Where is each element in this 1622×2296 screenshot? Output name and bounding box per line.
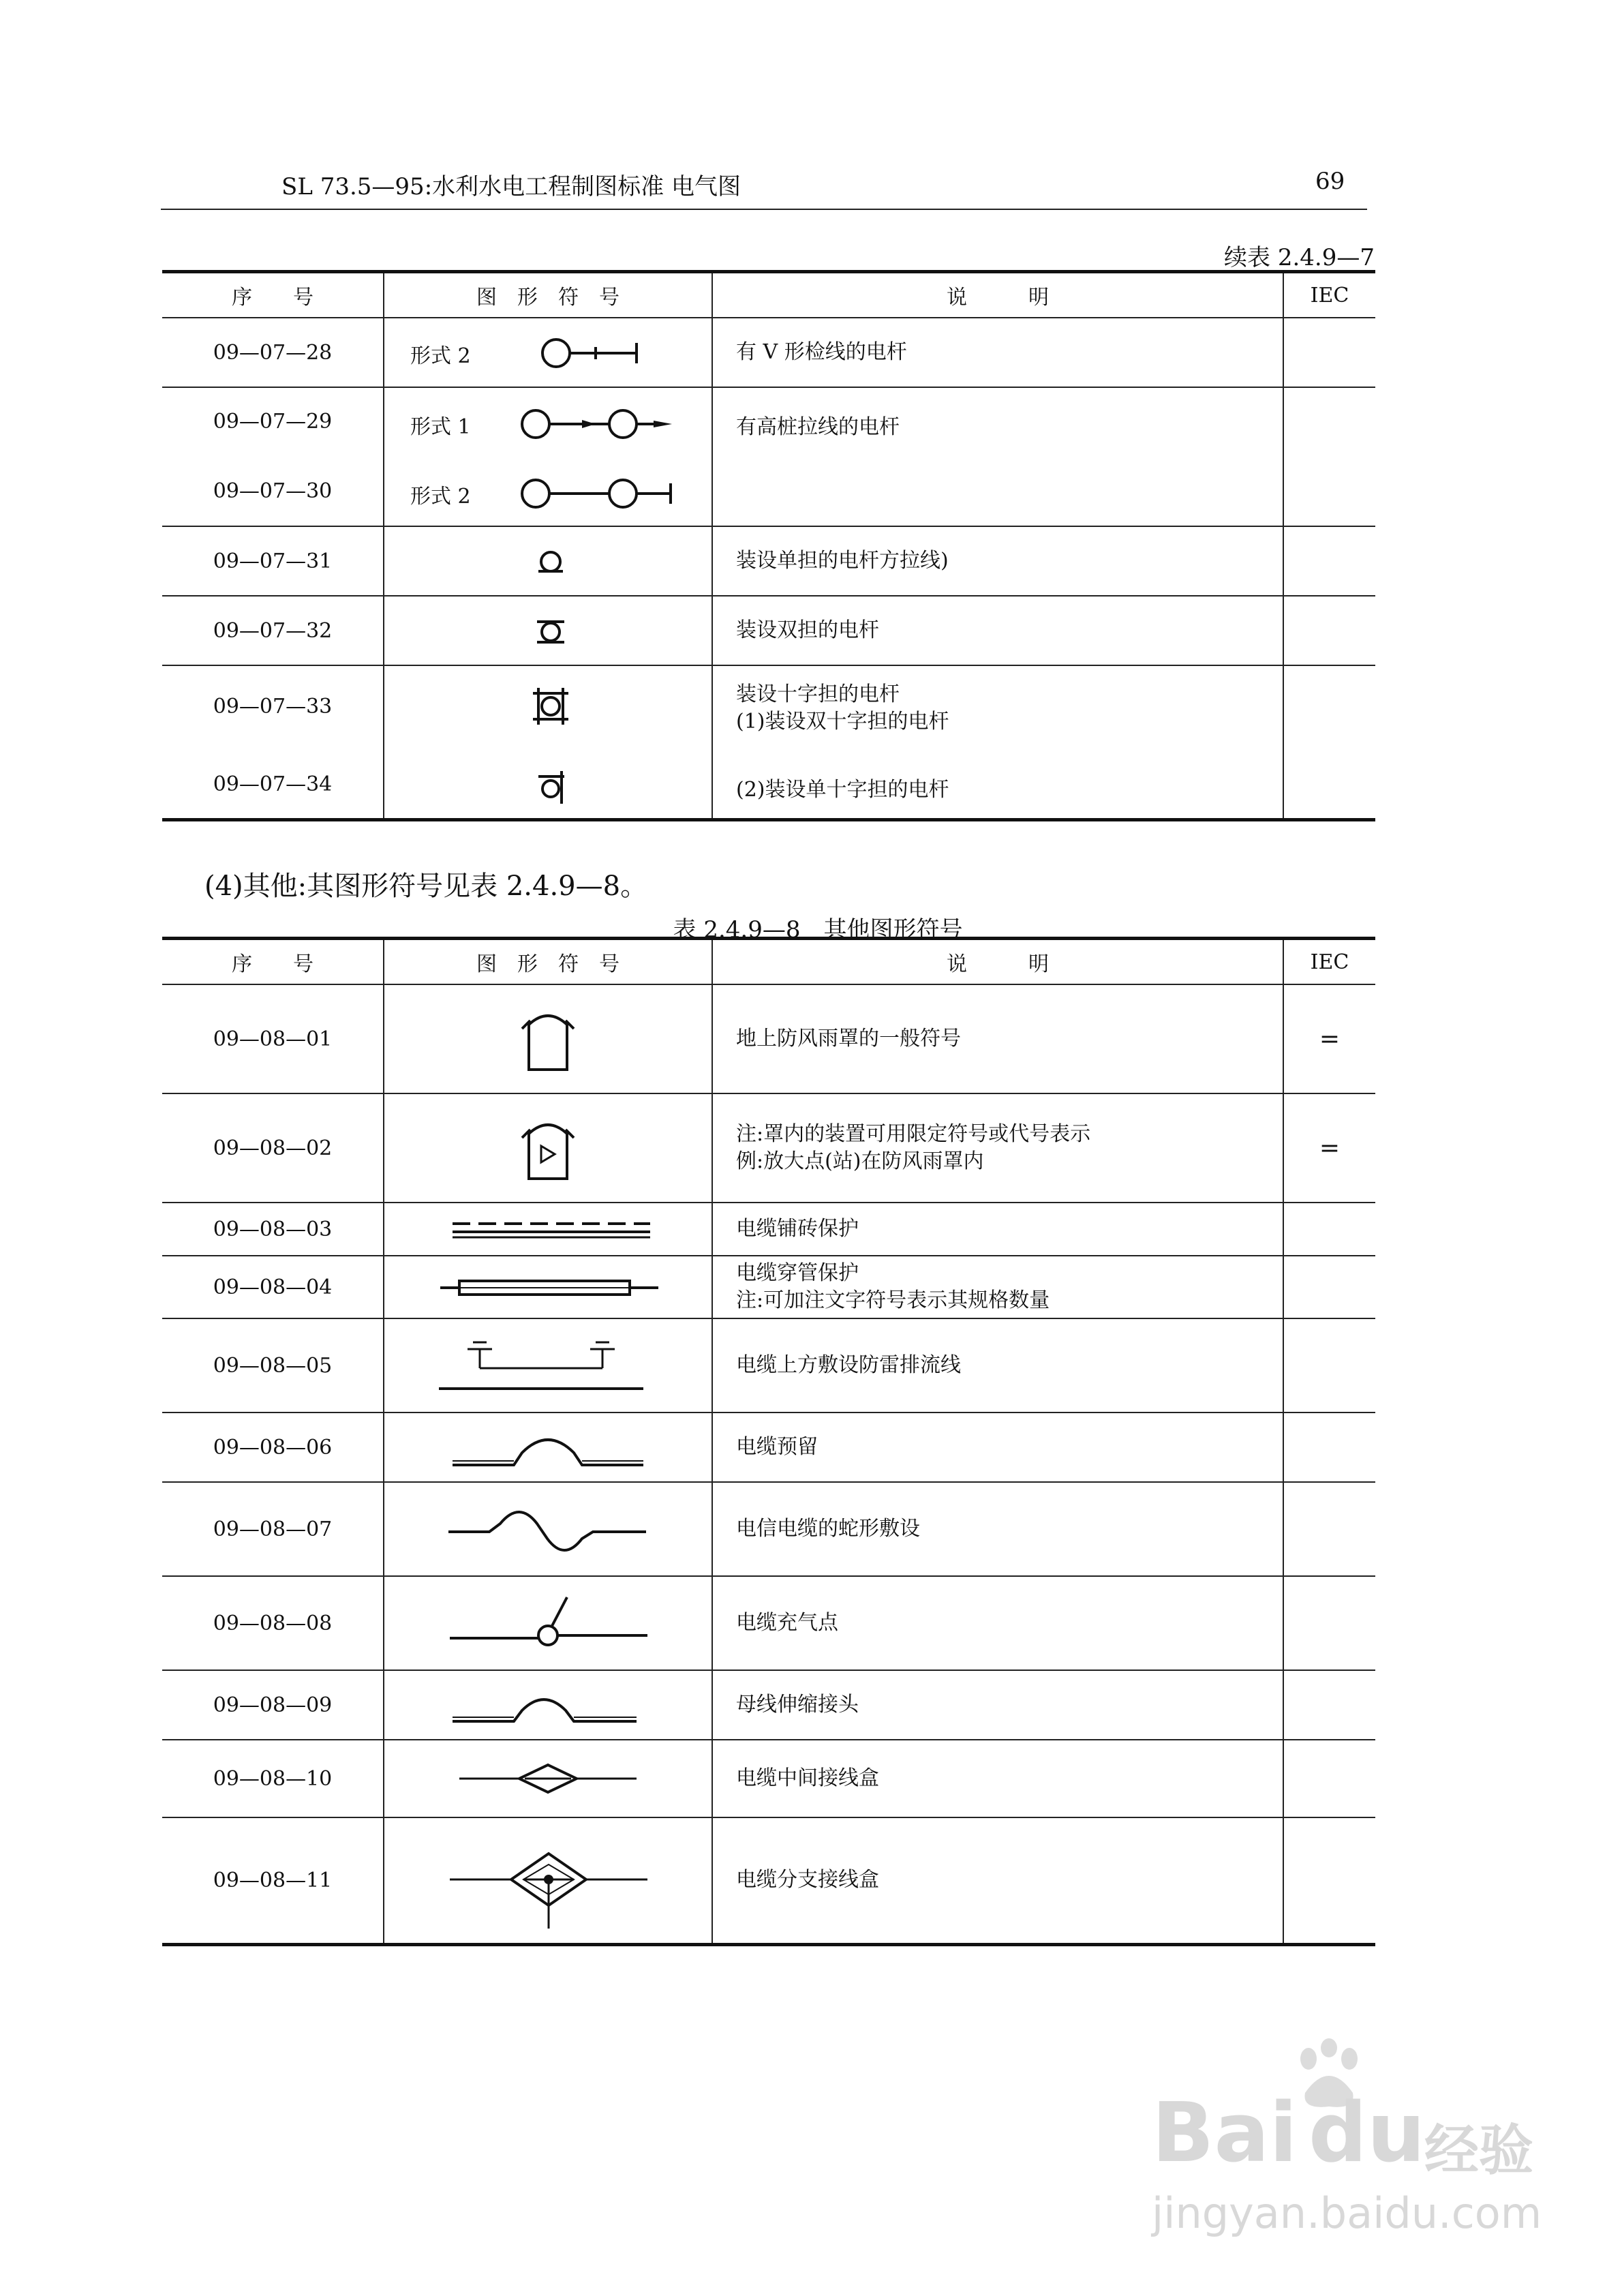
row-number: 09—07—33 [213, 695, 333, 719]
description: 电缆分支接线盒 [712, 1817, 1283, 1944]
pole-high-stake-guy-symbol-form1 [521, 407, 677, 441]
row-number: 09—07—34 [213, 772, 333, 796]
watermark-brand-cn: 经验 [1424, 2119, 1533, 2182]
row-number: 09—08—09 [162, 1670, 384, 1740]
form-label: 形式 2 [410, 344, 471, 368]
col-header-no: 序 号 [162, 272, 384, 318]
description [712, 1093, 1283, 1203]
iec-mark [1283, 1576, 1375, 1670]
table-header-row [162, 939, 1375, 985]
row-number: 09—08—03 [162, 1203, 384, 1256]
watermark-brand-du: du [1309, 2086, 1426, 2181]
description: 装设双担的电杆 [712, 596, 1283, 665]
table-row [162, 984, 1375, 1093]
iec-mark [1283, 526, 1375, 596]
cable-brick-protection-symbol [453, 1218, 650, 1241]
iec-mark [1283, 1670, 1375, 1740]
table-row [162, 1670, 1375, 1740]
col-header-description: 说 明 [712, 939, 1283, 985]
cable-intermediate-junction-box-symbol [459, 1761, 637, 1796]
row-number: 09—07—32 [162, 596, 384, 665]
description-pair [712, 387, 1283, 526]
symbol-cell [384, 526, 712, 596]
iec-mark [1283, 1318, 1375, 1413]
description: 电缆预留 [712, 1413, 1283, 1482]
table-row [162, 1256, 1375, 1318]
col-header-no: 序 号 [162, 939, 384, 985]
description [712, 1256, 1283, 1318]
iec-mark [1283, 318, 1375, 387]
cable-gas-fill-point-symbol [450, 1595, 647, 1649]
table-2-4-9-8 [162, 937, 1375, 1946]
symbol-cell [384, 1413, 712, 1482]
iec-mark: = [1283, 984, 1375, 1093]
pole-v-guy-symbol [541, 337, 643, 369]
table-row [162, 1318, 1375, 1413]
iec-mark [1283, 387, 1375, 526]
table-row [162, 596, 1375, 665]
row-number: 09—08—04 [162, 1256, 384, 1318]
row-number: 09—08—06 [162, 1413, 384, 1482]
description: 电缆上方敷设防雷排流线 [712, 1318, 1283, 1413]
symbol-cell [384, 1256, 712, 1318]
description-line: 注:罩内的装置可用限定符号或代号表示 [736, 1122, 1091, 1146]
iec-mark [1283, 1413, 1375, 1482]
iec-mark [1283, 665, 1375, 819]
description: 母线伸缩接头 [712, 1670, 1283, 1740]
col-header-iec: IEC [1283, 939, 1375, 985]
description: 装设单担的电杆方拉线) [712, 526, 1283, 596]
snake-laid-cable-symbol [448, 1500, 646, 1562]
table2-caption: 表 2.4.9—8 其他图形符号 [673, 916, 963, 943]
col-header-symbol: 图 形 符 号 [384, 272, 712, 318]
table-row [162, 1413, 1375, 1482]
lightning-drain-line-symbol [439, 1340, 643, 1401]
table-row [162, 1482, 1375, 1576]
symbol-cell [384, 984, 712, 1093]
form-label: 形式 1 [410, 415, 471, 439]
table-header-row [162, 272, 1375, 318]
pole-high-stake-guy-symbol-form2 [521, 477, 677, 511]
row-number: 09—08—02 [162, 1093, 384, 1203]
symbol-cell [384, 1740, 712, 1817]
symbol-cell [384, 1318, 712, 1413]
description [736, 681, 949, 736]
symbol-cell [384, 596, 712, 665]
form-label: 形式 2 [410, 485, 471, 509]
description: 有高桩拉线的电杆 [736, 415, 900, 439]
table-row [162, 1093, 1375, 1203]
col-header-description: 说 明 [712, 272, 1283, 318]
table-row [162, 318, 1375, 387]
cable-branch-junction-box-symbol [450, 1837, 647, 1930]
description: 地上防风雨罩的一般符号 [712, 984, 1283, 1093]
symbol-cell [384, 665, 712, 819]
row-number: 09—08—08 [162, 1576, 384, 1670]
iec-mark [1283, 1482, 1375, 1576]
cable-conduit-protection-symbol [440, 1273, 658, 1303]
row-number-pair [162, 387, 384, 526]
description-line: 装设十字担的电杆 [736, 682, 900, 706]
row-number: 09—08—05 [162, 1318, 384, 1413]
row-number: 09—07—28 [162, 318, 384, 387]
pole-double-arm-symbol [534, 618, 567, 646]
row-number: 09—08—11 [162, 1817, 384, 1944]
symbol-cell [384, 387, 712, 526]
description-line: 电缆穿管保护 [736, 1261, 859, 1285]
iec-mark [1283, 1203, 1375, 1256]
running-header-title: SL 73.5—95:水利水电工程制图标准 电气图 [281, 173, 741, 200]
symbol-cell [384, 1203, 712, 1256]
col-header-iec: IEC [1283, 272, 1375, 318]
table-row [162, 526, 1375, 596]
watermark-brand: Bai [1152, 2086, 1298, 2181]
pole-double-cross-arm-symbol [530, 685, 571, 727]
iec-mark [1283, 1256, 1375, 1318]
symbol-cell [384, 1482, 712, 1576]
amplifier-in-cover-symbol [521, 1115, 575, 1183]
table-row [162, 1740, 1375, 1817]
iec-mark [1283, 596, 1375, 665]
description-line: 例:放大点(站)在防风雨罩内 [736, 1149, 984, 1173]
section-paragraph: (4)其他:其图形符号见表 2.4.9—8。 [204, 871, 648, 902]
col-header-symbol: 图 形 符 号 [384, 939, 712, 985]
description: 电信电缆的蛇形敷设 [712, 1482, 1283, 1576]
cable-reserve-symbol [453, 1430, 643, 1470]
description: 电缆充气点 [712, 1576, 1283, 1670]
symbol-cell [384, 1670, 712, 1740]
table-row [162, 1203, 1375, 1256]
description-pair [712, 665, 1283, 819]
description: (2)装设单十字担的电杆 [736, 778, 949, 802]
pole-single-arm-symbol [536, 550, 566, 575]
iec-mark: = [1283, 1093, 1375, 1203]
page-number: 69 [1315, 168, 1345, 195]
symbol-cell [384, 1817, 712, 1944]
iec-mark [1283, 1817, 1375, 1944]
row-number: 09—07—30 [213, 479, 333, 503]
table-continued-2-4-9-7 [162, 270, 1375, 821]
description-line: (1)装设双十字担的电杆 [736, 710, 949, 734]
iec-mark [1283, 1740, 1375, 1817]
pole-single-cross-arm-symbol [534, 768, 568, 806]
row-number-pair [162, 665, 384, 819]
description: 电缆中间接线盒 [712, 1740, 1283, 1817]
description: 电缆铺砖保护 [712, 1203, 1283, 1256]
description: 有 V 形检线的电杆 [712, 318, 1283, 387]
symbol-cell [384, 1576, 712, 1670]
row-number: 09—07—31 [162, 526, 384, 596]
symbol-cell [384, 1093, 712, 1203]
watermark-url: jingyan.baidu.com [1152, 2188, 1542, 2238]
table-row [162, 1576, 1375, 1670]
symbol-cell [384, 318, 712, 387]
busbar-expansion-joint-symbol [453, 1689, 637, 1727]
row-number: 09—08—10 [162, 1740, 384, 1817]
table-row [162, 665, 1375, 819]
weatherproof-cover-symbol [521, 1006, 575, 1074]
row-number: 09—07—29 [213, 410, 333, 434]
row-number: 09—08—01 [162, 984, 384, 1093]
description-line: 注:可加注文字符号表示其规格数量 [736, 1288, 1050, 1312]
row-number: 09—08—07 [162, 1482, 384, 1576]
header-rule [161, 209, 1367, 210]
table-row [162, 387, 1375, 526]
table1-caption: 续表 2.4.9—7 [1224, 244, 1375, 271]
table-row [162, 1817, 1375, 1944]
